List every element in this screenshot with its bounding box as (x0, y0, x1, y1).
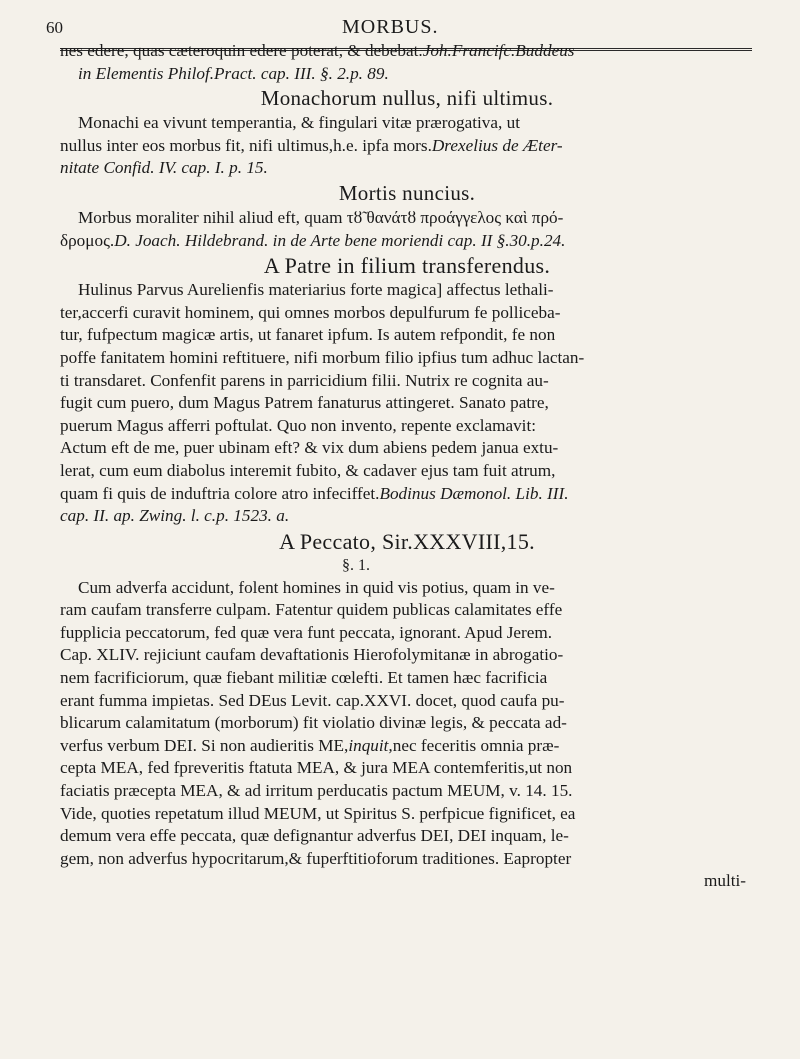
text-line: nes edere, quas cæteroquin edere poterat, & debebat. Joh.Francifc.Buddeus (60, 41, 575, 60)
text-line: Cap. XLIV. rejiciunt caufam devaftationis Hierofolymitanæ in abrogatio- (60, 645, 564, 665)
citation-line: nitate Confid. IV. cap. I. p. 15. (60, 158, 268, 178)
text-line: demum vera effe peccata, quæ defignantur adverfus DEI, DEI inquam, le- (60, 826, 569, 846)
body-text (60, 40, 754, 893)
text-line: blicarum calamitatum (morborum) fit violatio divinæ legis, & peccata ad- (60, 713, 567, 733)
text-line: lerat, cum eum diabolus interemit fubito, & cadaver ejus tam fuit atrum, (60, 460, 556, 480)
text-line: fugit cum puero, dum Magus Patrem fanaturus attingeret. Sanato patre, (60, 393, 549, 413)
text-line: gem, non adverfus hypocritarum,& fuperftitioforum traditiones. Eapropter (60, 848, 572, 868)
text-line: tur, fufpectum magicæ artis, ut fanaret ipfum. Is autem refpondit, fe non (60, 325, 556, 345)
text-line: quam fi quis de induftria colore atro infeciffet. Bodinus Dæmonol. Lib. III. (60, 483, 569, 503)
catchword: multi- (703, 871, 746, 891)
text-line: faciatis præcepta MEA, & ad irritum perducatis pactum MEUM, v. 14. 15. (60, 781, 573, 801)
citation-line: cap. II. ap. Zwing. l. c.p. 1523. a. (60, 506, 290, 526)
text-line: fupplicia peccatorum, fed quæ vera funt peccata, ignorant. Apud Jerem. (60, 622, 553, 642)
text-line: Vide, quoties repetatum illud MEUM, ut Spiritus S. perfpicue fignificet, ea (60, 803, 576, 823)
text-line: poffe fanitatem homini reftituere, nifi morbum filio ipfius tum adhuc lactan- (60, 347, 585, 367)
paragraph-mark: §. 1. (342, 556, 370, 574)
text-line: Morbus moraliter nihil aliud eft, quam τȣ̃ θανάτȣ πρoάγγελος καὶ πρό- (78, 207, 564, 227)
text-line: nem facrificiorum, quæ fiebant militiæ cœlefti. Et tamen hæc facrificia (60, 668, 548, 688)
text-line: erant fumma impietas. Sed DEus Levit. cap.XXVI. docet, quod caufa pu- (60, 690, 565, 710)
text-line: Actum eft de me, puer ubinam eft? & vix dum abiens pedem janua extu- (60, 438, 559, 458)
text-line: Hulinus Parvus Aurelienfis materiarius forte magica] affectus lethali- (78, 280, 554, 300)
text-line: Monachi ea vivunt temperantia, & fingulari vitæ prærogativa, ut (78, 113, 520, 133)
section-heading: Monachorum nullus, nifi ultimus. (260, 86, 554, 111)
text-line: cepta MEA, fed fpreveritis ftatuta MEA, & jura MEA contemferitis,ut non (60, 758, 573, 778)
page-number: 60 (46, 18, 63, 37)
text-line: verfus verbum DEI. Si non audieritis ME, inquit, nec feceritis omnia præ- (60, 735, 560, 755)
text-line: Cum adverfa accidunt, folent homines in quid vis potius, quam in ve- (78, 577, 555, 597)
running-title: MORBUS. (342, 16, 439, 38)
section-heading: Mortis nuncius. (338, 180, 476, 205)
text-line: ti transdaret. Confenfit parens in parricidium filii. Nutrix re cognita au- (60, 370, 549, 390)
citation-line: in Elementis Philof.Pract. cap. III. §. 2.p. 89. (78, 63, 389, 83)
text-line: ram caufam transferre culpam. Fatentur quidem publicas calamitates effe (60, 600, 563, 620)
section-heading: A Patre in filium transferendus. (263, 253, 551, 279)
text-line: δρομος. D. Joach. Hildebrand. in de Arte bene moriendi cap. II §.30.p.24. (60, 230, 566, 250)
text-line: puerum Magus afferri poftulat. Quo non invento, repente exclamavit: (60, 415, 537, 435)
text-line: ter,accerfi curavit hominem, qui omnes morbos depulfurum fe polliceba- (60, 302, 561, 322)
section-heading: A Peccato, Sir.XXXVIII,15. (279, 528, 535, 554)
text-line: nullus inter eos morbus fit, nifi ultimus,h.e. ipfa mors. Drexelius de Æter- (60, 135, 563, 155)
